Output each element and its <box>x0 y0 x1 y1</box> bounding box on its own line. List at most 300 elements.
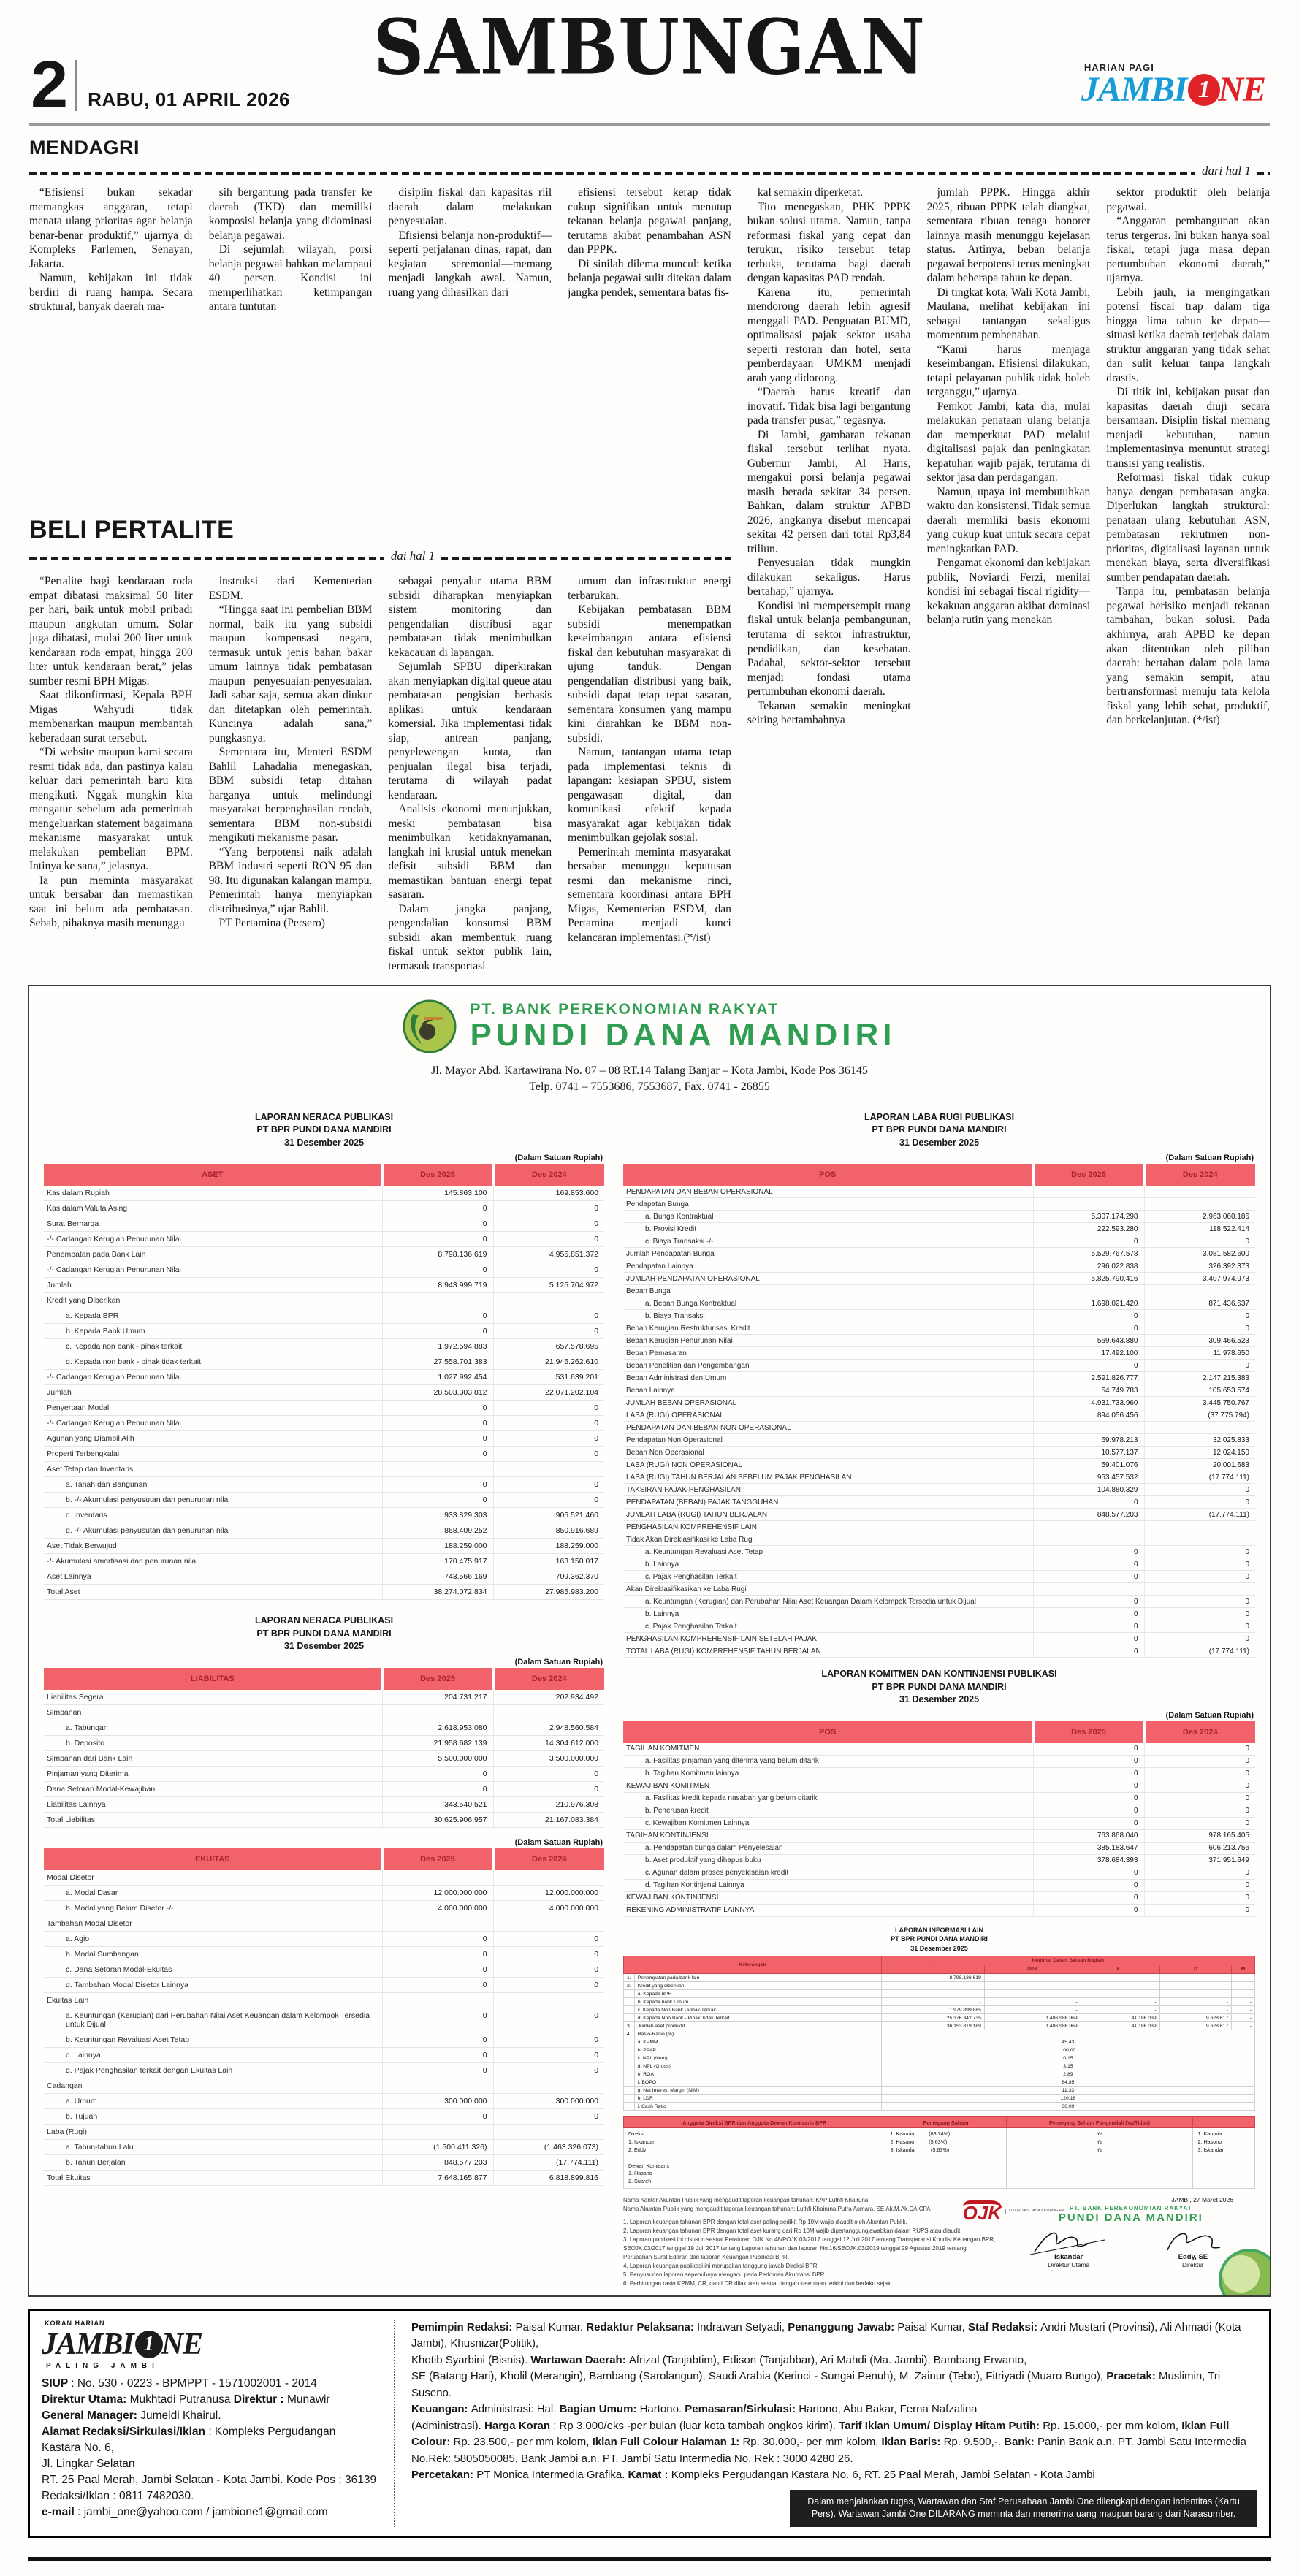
table-row: a. Tabungan 2.618.953.080 2.948.560.584 <box>44 1720 604 1735</box>
article-paragraph: Namun, upaya ini membutuhkan waktu dan konsistensi. Tidak semua daerah memiliki basis ekonomi yang cukup kuat untuk secara cepat meningkatkan PAD. <box>926 485 1091 555</box>
table-row: PENGHASILAN KOMPREHENSIF LAIN SETELAH PAJAK 0 0 <box>623 1633 1255 1645</box>
table-row: a. Fasilitas kredit kepada nasabah yang belum ditarik 0 0 <box>623 1792 1255 1805</box>
unit-note: (Dalam Satuan Rupiah) <box>514 1154 603 1163</box>
ojk-logo: OJK OTORITAS JASA KEUANGAN <box>962 2201 1064 2224</box>
table-row: JUMLAH LABA (RUGI) TAHUN BERJALAN 848.577.203 (17.774.111) <box>623 1509 1255 1521</box>
article-paragraph: kal semakin diperketat. <box>757 186 864 199</box>
aset-table <box>44 1164 604 1600</box>
masthead-logo <box>1081 63 1265 107</box>
text-line: e-mail : jambi_one@yahoo.com / jambione1@gmail.com <box>42 2505 328 2518</box>
article-paragraph: “Kami harus menjaga keseimbangan. Efisiensi dilakukan, tetapi pelayanan publik tidak boleh terganggu,” ujarnya. <box>926 343 1091 399</box>
table-row: JUMLAH BEBAN OPERASIONAL 4.931.733.960 3.445.750.767 <box>623 1397 1255 1409</box>
article-paragraph: “Yang berpotensi naik adalah BBM industri seperti RON 95 dan 98. Itu digunakan kalangan mampu. Pemerintah hanya menyiapkan distribusinya,” ujar Bahlil. <box>208 845 373 915</box>
table-row: c. Inventaris 933.829.303 905.521.460 <box>44 1508 604 1523</box>
table-row: b. Penerusan kredit 0 0 <box>623 1805 1255 1817</box>
text-line: (Administrasi). Harga Koran : Rp 3.000/eks -per bulan (luar kota tambah ongkos kirim). Tarif Iklan Umum/ Display Hitam Putih: Rp. 15.000,- per mm kolom, Iklan Full <box>411 2419 1230 2432</box>
article-paragraph: Sementara itu, Menteri ESDM Bahlil Lahadalia menegaskan, BBM subsidi tetap ditahan harganya untuk melindungi masyarakat berpenghasilan rendah, sementara BBM non-subsidi mengikuti mekanisme pasar. <box>208 746 373 845</box>
article-paragraph: Tekanan semakin meningkat seiring bertambahnya <box>747 699 911 727</box>
text-line: Nama Kantor Akuntan Publik yang mengaudit laporan keuangan tahunan: KAP Luthfi Khairuna <box>623 2196 869 2203</box>
table-row: Tidak Akan Direklasifikasi ke Laba Rugi <box>623 1533 1255 1546</box>
neraca-title <box>44 1111 604 1150</box>
table-row: TAGIHAN KOMITMEN 0 0 <box>623 1743 1255 1756</box>
text-line: 3. Laporan publikasi ini disusun sesuai Peraturan OJK No.48/POJK.03/2017 tanggal 12 Juli 2017 tentang Transparansi Kondisi Keuangan BPR, SEOJK.03/2017 tanggal 19 Juli 2017 tentang Laporan tahunan dan laporan No.16/SEOJK.03/2019 tanggal 29 Agustus 2019 tentang Perubahan Surat Edaran dan laporan Keuangan Publikasi BPR. <box>623 2236 996 2260</box>
article-paragraph: Efisiensi belanja non-produktif—seperti perjalanan dinas, rapat, dan kegiatan seremonial—memang menjadi langkah awal. Namun, ruang yang dihasilkan dari <box>388 229 552 299</box>
page-number: 2 <box>31 47 67 122</box>
dashed-line <box>441 557 731 560</box>
informasi-lain-block <box>623 1926 1255 2189</box>
table-row: a. Keuntungan Revaluasi Aset Tetap 0 0 <box>623 1546 1255 1558</box>
ratio-row: a. KPMM 45,43 <box>624 2038 1255 2046</box>
text-line: 31 Desember 2025 <box>283 1641 365 1652</box>
table-row: Beban Bunga <box>623 1285 1255 1297</box>
text-line: 31 Desember 2025 <box>910 1944 968 1952</box>
bank-letterhead <box>44 997 1255 1100</box>
neraca-title-2 <box>44 1615 604 1653</box>
footer-logo <box>42 2320 378 2370</box>
text-line: PT BPR PUNDI DANA MANDIRI <box>256 1628 392 1639</box>
info-lain-table: Keterangan Nominal Dalam Satuan Rupiah L DPK KL D M 1. Penempatan pada bank lain 8.798.136.619 - - - - 2. Kredit yang diberikan a. Kepada BPR - - - - - b. Kepada bank Umum - - - - - c. Kepada Non Bank - Pihak Terkait 1.979.899.885 - - - - d. Kepada Non Bank - Pihak Tidak Terkait 25.376.342.735 1.406.986.969 41.186.039 9.628.617 - 3. Jumlah aset produktif 36.153.819.189 1.406.986.969 41.186.039 9.628.617 - 4. Rasio-Rasio (%) a. KPMM 45,43 b. PPAP 100,00 c. NPL (Neto) 0,15 d. NPL (Gross) 3,15 e. ROA 2,89 f. BOPO 84,85 g. Net Interest Margin (NIM) 11,33 h. LDR 120,16 i. Cash Ratio 36,09 <box>623 1956 1255 2111</box>
column-header: Des 2024 <box>493 1164 604 1186</box>
table-row: Modal Disetor <box>44 1870 604 1886</box>
article-paragraph: “Pertalite bagi kendaraan roda empat dibatasi maksimal 50 liter per hari, baik untuk mobil pribadi maupun angkutan umum. Solar juga dibatasi, mulai 200 liter untuk kendaraan roda empat, hingga 200 liter untuk kendaraan berat,” jelas sumber resmi BPH Migas. <box>29 575 193 687</box>
footer-logo-top: KORAN HARIAN <box>45 2319 105 2327</box>
table-row: a. Tahun-tahun Lalu (1.500.411.326) (1.463.326.073) <box>44 2139 604 2154</box>
table-row: Simpanan <box>44 1704 604 1720</box>
ratio-row: b. PPAP 100,00 <box>624 2046 1255 2054</box>
table-row: Total Liabilitas 30.625.906.957 21.167.083.384 <box>44 1812 604 1827</box>
footer-masthead-box <box>28 2309 1271 2538</box>
mendagri-heading: MENDAGRI <box>29 137 140 159</box>
table-row: Kredit yang Diberikan <box>44 1293 604 1308</box>
article-paragraph: “Efisiensi bukan sekadar memangkas anggaran, tetapi menata ulang prioritas agar belanja benar-benar produktif,” ujarnya di Kompleks Parlemen, Senayan, Jakarta. <box>29 186 193 270</box>
table-row: c. Pajak Penghasilan Terkait 0 0 <box>623 1620 1255 1633</box>
text-line: 31 Desember 2025 <box>283 1137 365 1148</box>
table-row: -/- Cadangan Kerugian Penurunan Nilai 1.027.992.454 531.639.201 <box>44 1370 604 1385</box>
footer-publisher-info <box>42 2376 378 2520</box>
table-row: d. Kepada non bank - pihak tidak terkait 27.558.701.383 21.945.262.610 <box>44 1354 604 1370</box>
article-paragraph: Saat dikonfirmasi, Kepala BPH Migas Wahyudi tidak membenarkan maupun membantah keberadaan surat tersebut. <box>29 689 193 744</box>
ratio-row: i. Cash Ratio 36,09 <box>624 2103 1255 2111</box>
unit-note: (Dalam Satuan Rupiah) <box>1165 1710 1254 1720</box>
mendagri-col-3 <box>388 186 552 498</box>
footer-divider <box>394 2320 395 2527</box>
column-header: EKUITAS <box>44 1848 382 1870</box>
footer-logo-jambi: JAMBI <box>42 2327 134 2361</box>
table-row: PENDAPATAN (BEBAN) PAJAK TANGGUHAN 0 0 <box>623 1496 1255 1509</box>
text-line: Khotib Syarbini (Bisnis). Wartawan Daerah: Afrizal (Tanjabtim), Edison (Tanjabbar), Ari Mahdi (Ma. Jambi), Bambang Erwanto, <box>411 2353 1027 2366</box>
mendagri-col-7 <box>1106 186 1270 973</box>
table-row: d. Kepada Non Bank - Pihak Tidak Terkait 25.376.342.735 1.406.986.969 41.186.039 9.628.617 - <box>624 2014 1255 2022</box>
footer-logo-ne: NE <box>161 2327 203 2361</box>
table-row: b. Tujuan 0 0 <box>44 2108 604 2124</box>
article-paragraph: sih bergantung pada transfer ke daerah (TKD) dan memiliki komposisi belanja yang didominasi belanja pegawai. <box>208 186 373 242</box>
table-row: a. Kepada BPR - - - - - <box>624 1990 1255 1998</box>
signature-date: JAMBI, 27 Maret 2026 <box>1171 2195 1233 2203</box>
pertalite-col-2 <box>209 574 373 973</box>
table-row: b. Tahun Berjalan 848.577.203 (17.774.111) <box>44 2154 604 2170</box>
table-row: a. Keuntungan (Kerugian) dari Perubahan Nilai Aset Keuangan dalam Kelompok Tersedia untuk Dijual 0 0 <box>44 2008 604 2032</box>
article-paragraph: Lebih jauh, ia mengingatkan potensi fiscal trap dalam tiga hingga lima tahun ke depan—situasi ketika daerah terjebak dalam struktur anggaran yang tidak sehat dan sulit keluar tanpa langkah drastis. <box>1106 286 1270 384</box>
table-row: b. Kepada bank Umum - - - - - <box>624 1998 1255 2006</box>
table-row: b. Lainnya 0 0 <box>623 1608 1255 1620</box>
one-circle-icon: 1 <box>1188 74 1220 106</box>
table-row: c. Lainnya 0 0 <box>44 2047 604 2062</box>
table-row: b. Deposito 21.958.682.139 14.304.612.000 <box>44 1735 604 1750</box>
column-header: POS <box>623 1721 1033 1743</box>
text-line: Jl. Lingkar Selatan <box>42 2457 135 2470</box>
table-row: Ekuitas Lain <box>44 1992 604 2008</box>
text-line: 2. Laporan keuangan tahunan BPR dengan total aset kurang dari Rp 10M wajib dipertanggungjawabkan dalam RUPS atau diaudit. <box>623 2227 962 2234</box>
table-row: b. Tagihan Komitmen lainnya 0 0 <box>623 1767 1255 1780</box>
table-row: Penyertaan Modal 0 0 <box>44 1401 604 1416</box>
text-line: LAPORAN INFORMASI LAIN <box>895 1926 984 1934</box>
masthead-jambi: JAMBI <box>1081 70 1187 109</box>
table-row: Beban Kerugian Penurunan Nilai 569.643.880 309.466.523 <box>623 1335 1255 1347</box>
column-header: LIABILITAS <box>44 1668 382 1690</box>
table-row: b. Aset produktif yang dihapus buku 378.684.393 371.951.649 <box>623 1854 1255 1867</box>
article-paragraph: Di sinilah dilema muncul: ketika belanja pegawai sulit ditekan dalam jangka pendek, sementara batas fis- <box>568 257 731 299</box>
article-paragraph: Penyesuaian tidak mungkin dilakukan sekaligus. Harus bertahap,” ujarnya. <box>747 557 911 598</box>
mendagri-rule <box>29 164 1270 178</box>
pertalite-col-4 <box>568 574 731 973</box>
table-row: c. Agunan dalam proses penyelesaian kredit 0 0 <box>623 1867 1255 1879</box>
table-row: Total Aset 38.274.072.834 27.985.983.200 <box>44 1585 604 1600</box>
table-row: -/- Cadangan Kerugian Penurunan Nilai 0 0 <box>44 1416 604 1431</box>
table-row: a. Kepada BPR 0 0 <box>44 1308 604 1324</box>
ratio-row: d. NPL (Gross) 3,15 <box>624 2062 1255 2070</box>
bank-address: Jl. Mayor Abd. Kartawirana No. 07 – 08 RT.14 Talang Banjar – Kota Jambi, Kode Pos 36145 <box>431 1064 868 1078</box>
continued-from-label: dari hal 1 <box>1201 164 1251 178</box>
ekuitas-table <box>44 1848 604 2186</box>
table-row: 3. Jumlah aset produktif 36.153.819.189 1.406.986.969 41.186.039 9.628.617 - <box>624 2022 1255 2030</box>
report-notes <box>623 2196 997 2288</box>
column-header: Des 2024 <box>1144 1721 1255 1743</box>
bank-phone: Telp. 0741 – 7553686, 7553687, Fax. 0741 - 26855 <box>529 1081 770 1094</box>
table-row: Beban Pemasaran 17.492.100 11.978.650 <box>623 1347 1255 1360</box>
footer-left-column <box>42 2320 378 2527</box>
text-line: 1. Laporan keuangan tahunan BPR dengan total aset paling sedikit Rp 10M wajib diaudit oleh Akuntan Publik. <box>623 2218 907 2225</box>
financial-table <box>44 1668 604 1828</box>
column-header: Des 2025 <box>1033 1164 1144 1186</box>
laba-rugi-column <box>623 1111 1255 2288</box>
column-header: Des 2025 <box>1033 1721 1144 1743</box>
financial-table <box>44 1848 604 2186</box>
ratio-row: e. ROA 2,89 <box>624 2070 1255 2078</box>
text-line: PT BPR PUNDI DANA MANDIRI <box>891 1935 988 1943</box>
table-row: Liabilitas Segera 204.731.217 202.934.492 <box>44 1690 604 1705</box>
column-header: Des 2024 <box>493 1668 604 1690</box>
table-row: REKENING ADMINISTRATIF LAINNYA 0 0 <box>623 1904 1255 1916</box>
table-row: LABA (RUGI) NON OPERASIONAL 59.401.076 20.001.683 <box>623 1459 1255 1471</box>
table-row: TAGIHAN KONTINJENSI 763.868.040 978.165.405 <box>623 1829 1255 1842</box>
table-row: Dana Setoran Modal-Kewajiban 0 0 <box>44 1781 604 1796</box>
table-row: KEWAJIBAN KOMITMEN 0 0 <box>623 1780 1255 1792</box>
article-paragraph: Di Jambi, gambaran tekanan fiskal tersebut terlihat nyata. Gubernur Jambi, Al Haris, mengakui porsi belanja pegawai masih berada sekitar 34 persen. Bahkan, dalam struktur APBD 2026, angkanya disebut mencapai sekitar 42 persen dari total Rp3,84 triliun. <box>747 428 911 555</box>
article-paragraph: Di titik ini, kebijakan pusat dan kapasitas daerah diuji secara bersamaan. Disiplin fiskal memang menjadi kebutuhan, namun implementasinya menuntut strategi transisi yang realistis. <box>1106 386 1270 470</box>
table-row: c. Dana Setoran Modal-Ekuitas 0 0 <box>44 1962 604 1977</box>
signature-bank-name: PUNDI DANA MANDIRI <box>1058 2211 1203 2224</box>
text-line: Nama Akuntan Publik yang mengaudit laporan keuangan tahunan: Luthfi Khairuna Putra Asmara, SE,Ak,M.Ak,CA,CPA <box>623 2205 931 2212</box>
table-row: Beban Penelitian dan Pengembangan 0 0 <box>623 1360 1255 1372</box>
bank-report-ad <box>28 985 1271 2297</box>
table-row: c. Kewajiban Komitmen Lainnya 0 0 <box>623 1817 1255 1829</box>
table-row: c. Pajak Penghasilan Terkait 0 0 <box>623 1571 1255 1583</box>
article-paragraph: jumlah PPPK. Hingga akhir 2025, ribuan PPPK telah diangkat, sementara ribuan tenaga honorer lainnya masih menunggu kejelasan status. Artinya, beban belanja pegawai berpotensi terus meningkat dalam beberapa tahun ke depan. <box>926 186 1091 285</box>
text-line: LAPORAN LABA RUGI PUBLIKASI <box>864 1111 1015 1122</box>
table-row: 1. Penempatan pada bank lain 8.798.136.619 - - - - <box>624 1974 1255 1982</box>
table-row: Jumlah Pendapatan Bunga 5.529.767.578 3.081.582.600 <box>623 1248 1255 1260</box>
article-paragraph: Reformasi fiskal tidak cukup hanya dengan pembatasan angka. Diperlukan langkah struktural: penataan ulang kebutuhan ASN, pembatasan rekrutmen non-prioritas, digitalisasi layanan untuk menekan biaya, serta diversifikasi sumber pendapatan daerah. <box>1106 471 1270 584</box>
bank-name: PUNDI DANA MANDIRI <box>470 1017 896 1053</box>
text-line: 4. Laporan keuangan publikasi ini merupakan tanggung jawab Direksi BPR. <box>623 2262 819 2269</box>
text-line: Direktur Utama: Mukhtadi Putranusa Direktur : Munawir <box>42 2393 330 2406</box>
article-paragraph: sebagai penyalur utama BBM subsidi diharapkan menyiapkan sistem monitoring dan pengendalian distribusi agar pembatasan tidak menimbulkan kekacauan di lapangan. <box>388 575 552 659</box>
press-card-notice: Dalam menjalankan tugas, Wartawan dan Staf Perusahaan Jambi One dilengkapi dengan indentitas (Kartu Pers). Wartawan Jambi One DILARANG meminta dan menerima uang maupun barang dari Narasumber. <box>790 2490 1257 2527</box>
article-paragraph: Dalam jangka panjang, pengendalian konsumsi BBM subsidi akan membentuk ruang fiskal untuk sektor publik lain, termasuk transportasi <box>388 902 552 972</box>
financial-table <box>623 1164 1255 1658</box>
footer-staff-info <box>411 2320 1257 2527</box>
text-line: 31 Desember 2025 <box>899 1694 980 1705</box>
signature-block <box>962 2195 1255 2288</box>
table-row: b. Provisi Kredit 222.593.280 118.522.414 <box>623 1223 1255 1235</box>
table-row: Aset Tidak Berwujud 188.259.000 188.259.000 <box>44 1539 604 1554</box>
table-row: LABA (RUGI) TAHUN BERJALAN SEBELUM PAJAK PENGHASILAN 953.457.532 (17.774.111) <box>623 1471 1255 1484</box>
table-row: b. Lainnya 0 0 <box>623 1558 1255 1571</box>
article-paragraph: Ia pun meminta masyarakat untuk bersabar dan memastikan saat ini belum ada pembatasan. Sebab, pihaknya masih menunggu <box>29 874 193 930</box>
dashed-line <box>29 557 384 560</box>
table-row: Pendapatan Non Operasional 69.978.213 32.025.833 <box>623 1434 1255 1447</box>
page-date: RABU, 01 APRIL 2026 <box>88 88 290 110</box>
text-line: No.Rek: 5805050085, Bank Jambi a.n. PT. Jambi Satu Intermedia No. Rek : 3000 4280 26. <box>411 2452 853 2465</box>
table-row: Beban Non Operasional 10.577.137 12.024.150 <box>623 1447 1255 1459</box>
mendagri-col-4 <box>568 186 731 498</box>
pertalite-col-3 <box>388 574 552 973</box>
financial-table <box>623 1721 1255 1917</box>
text-line: Pemimpin Redaksi: Paisal Kumar. Redaktur Pelaksana: Indrawan Setyadi, Penanggung Jawab: Paisal Kumar, Staf Redaksi: Andri Mustari (Provinsi), Ali Ahmadi (Kota Jambi), Khusnizar(Politik), <box>411 2320 1241 2350</box>
table-row: b. Modal Sumbangan 0 0 <box>44 1946 604 1962</box>
column-header: Des 2024 <box>1144 1164 1255 1186</box>
column-header: Des 2025 <box>382 1164 493 1186</box>
text-line: General Manager: Jumeidi Khairul. <box>42 2409 221 2422</box>
footer-one-circle-icon: 1 <box>135 2331 163 2358</box>
text-line: Colour: Rp. 23.500,- per mm kolom, Iklan Full Colour Halaman 1: Rp. 30.000,- per mm kolom, Iklan Baris: Rp. 9.500,-. Bank: Panin Bank a.n. PT. Jambi Satu Intermedia <box>411 2436 1246 2449</box>
liabilitas-table <box>44 1668 604 1828</box>
table-row: KEWAJIBAN KONTINJENSI 0 0 <box>623 1891 1255 1904</box>
article-paragraph: Pemkot Jambi, kata dia, mulai melakukan penataan ulang belanja dan memperkuat PAD melalui digitalisasi pajak dan peningkatan kepatuhan wajib pajak, terutama di sektor jasa dan perdagangan. <box>926 400 1091 484</box>
table-row: Aset Lainnya 743.566.169 709.362.370 <box>44 1569 604 1585</box>
table-row: b. Biaya Transaksi 0 0 <box>623 1310 1255 1322</box>
table-row: Jumlah 28.503.303.812 22.071.202.104 <box>44 1385 604 1401</box>
article-columns <box>29 186 1270 973</box>
table-row: Laba (Rugi) <box>44 2124 604 2139</box>
column-header: Des 2025 <box>382 1848 493 1870</box>
ratio-row: c. NPL (Neto) 0,15 <box>624 2054 1255 2062</box>
text-line: LAPORAN NERACA PUBLIKASI <box>254 1111 394 1122</box>
pertalite-heading-block <box>29 498 731 574</box>
text-line: Percetakan: PT Monica Intermedia Grafika. Kamat : Kompleks Pergudangan Kastara No. 6, RT. 25 Paal Merah, Jambi Selatan - Kota Jambi <box>411 2469 1095 2482</box>
article-paragraph: Tanpa itu, pembatasan belanja pegawai berisiko menjadi tekanan tambahan, bukan solusi. Pada akhirnya, arah APBD ke depan akan ditentukan oleh pilihan daerah: bertahan dalam pola lama yang semakin sempit, atau bertransformasi menuju tata kelola fiskal yang lebih sehat, produktif, dan berkelanjutan. (*/ist) <box>1106 585 1270 727</box>
column-header: Des 2025 <box>382 1668 493 1690</box>
text-line: Keuangan: Administrasi: Hal. Bagian Umum: Hartono. Pemasaran/Sirkulasi: Hartono, Abu Bakar, Ferna Nafzalina <box>411 2403 978 2416</box>
masthead-tagline: HARIAN PAGI <box>1083 62 1154 73</box>
info-title <box>623 1926 1255 1954</box>
article-paragraph: sektor produktif oleh belanja pegawai. <box>1106 186 1270 213</box>
unit-note: (Dalam Satuan Rupiah) <box>514 1837 603 1847</box>
table-row: Beban Kerugian Restrukturisasi Kredit 0 0 <box>623 1322 1255 1335</box>
text-line: Redaksi/Iklan : 0811 7482030. <box>42 2489 194 2502</box>
table-row: Simpanan dari Bank Lain 5.500.000.000 3.500.000.000 <box>44 1750 604 1766</box>
table-row: Tambahan Modal Disetor <box>44 1916 604 1931</box>
table-row: Pinjaman yang Diterima 0 0 <box>44 1766 604 1781</box>
table-row: b. -/- Akumulasi penyusutan dan penurunan nilai 0 0 <box>44 1493 604 1508</box>
article-paragraph: Namun, kebijakan ini tidak berdiri di ruang hampa. Secara struktural, banyak daerah ma- <box>29 272 193 313</box>
header-rule <box>29 123 1270 126</box>
table-row: Pendapatan Lainnya 296.022.838 326.392.373 <box>623 1260 1255 1273</box>
table-row: LABA (RUGI) OPERASIONAL 894.056.456 (37.775.794) <box>623 1409 1255 1422</box>
table-row: a. Tanah dan Bangunan 0 0 <box>44 1477 604 1493</box>
financial-table <box>44 1164 604 1600</box>
table-row: Beban Administrasi dan Umum 2.591.826.777 2.147.215.383 <box>623 1372 1255 1384</box>
komitmen-table <box>623 1721 1255 1917</box>
text-line: PT BPR PUNDI DANA MANDIRI <box>256 1124 392 1135</box>
pertalite-heading: BELI PERTALITE <box>29 516 235 544</box>
article-paragraph: “Anggaran pembangunan akan terus tergerus. Ini bukan hanya soal fiskal, tetapi juga masa depan pertumbuhan ekonomi daerah,” ujarnya. <box>1106 215 1270 285</box>
director-utama-name: Iskandar <box>1054 2252 1083 2261</box>
table-row: Surat Berharga 0 0 <box>44 1216 604 1232</box>
table-row: PENDAPATAN DAN BEBAN NON OPERASIONAL <box>623 1422 1255 1434</box>
table-row: PENDAPATAN DAN BEBAN OPERASIONAL <box>623 1186 1255 1198</box>
table-row: Jumlah 8.943.999.719 5.125.704.972 <box>44 1278 604 1293</box>
table-row: c. Biaya Transaksi -/- 0 0 <box>623 1235 1255 1248</box>
table-row: Aset Tetap dan Inventaris <box>44 1462 604 1477</box>
text-line: PT BPR PUNDI DANA MANDIRI <box>872 1124 1007 1135</box>
text-line: 5. Penyusunan laporan sepenuhnya mengacu pada Pedoman Akuntansi BPR. <box>623 2271 826 2278</box>
pertalite-col-1 <box>29 574 193 973</box>
ojk-label: OTORITAS JASA KEUANGAN <box>1005 2209 1064 2214</box>
bank-type-line: PT. BANK PEREKONOMIAN RAKYAT <box>470 1001 779 1018</box>
column-header: POS <box>623 1164 1033 1186</box>
table-row: JUMLAH PENDAPATAN OPERASIONAL 5.825.790.416 3.407.974.973 <box>623 1273 1255 1285</box>
table-row: TOTAL LABA (RUGI) KOMPREHENSIF TAHUN BERJALAN 0 (17.774.111) <box>623 1645 1255 1658</box>
table-row: c. Kepada non bank - pihak terkait 1.972.594.883 657.578.695 <box>44 1339 604 1354</box>
signature-bank-line: PT. BANK PEREKONOMIAN RAKYAT <box>1070 2204 1192 2211</box>
articles-section <box>29 137 1270 973</box>
table-row: Liabilitas Lainnya 343.540.521 210.976.308 <box>44 1796 604 1812</box>
article-paragraph: “Di website maupun kami secara resmi tidak ada, dan pastinya kalau keluar dari pemerintah baru kita mengikuti. Nggak mungkin kita mengatur sebelum ada pemerintah mengeluarkan statement bagaimana mekanisme masyarakat untuk melakukan pembelian BPM. Intinya ke sana,” jelasnya. <box>29 746 193 873</box>
footer-logo-bottom: PALING JAMBI <box>46 2361 159 2370</box>
table-row: Cadangan <box>44 2078 604 2093</box>
table-row: a. Keuntungan (Kerugian) dan Perubahan Nilai Aset Keuangan Dalam Kelompok Tersedia untuk Dijual 0 0 <box>623 1596 1255 1608</box>
table-row: d. Tambahan Modal Disetor Lainnya 0 0 <box>44 1977 604 1992</box>
article-paragraph: disiplin fiskal dan kapasitas riil daerah dalam melakukan penyesuaian. <box>388 186 552 228</box>
komitmen-title <box>623 1668 1255 1707</box>
table-row: a. Modal Dasar 12.000.000.000 12.000.000.000 <box>44 1885 604 1900</box>
text-line: LAPORAN NERACA PUBLIKASI <box>254 1615 394 1626</box>
text-line: 31 Desember 2025 <box>899 1137 980 1148</box>
table-row: a. Pendapatan bunga dalam Penyelesaian 385.183.647 606.213.756 <box>623 1842 1255 1854</box>
text-line: SIUP : No. 530 - 0223 - BPMPPT - 1571002001 - 2014 <box>42 2377 317 2390</box>
article-paragraph: Karena itu, pemerintah mendorong daerah lebih agresif menggali PAD. Penguatan BUMD, optimalisasi pajak sektor usaha seperti restoran dan hotel, serta pemberdayaan UMKM menjadi arah yang didorong. <box>747 286 911 384</box>
table-row: Beban Lainnya 54.749.783 105.653.574 <box>623 1384 1255 1397</box>
mendagri-col-2 <box>209 186 373 498</box>
table-row: Akan Direklasifikasikan ke Laba Rugi <box>623 1583 1255 1596</box>
mendagri-col-1 <box>29 186 193 498</box>
text-line: LAPORAN KOMITMEN DAN KONTINJENSI PUBLIKASI <box>821 1669 1057 1680</box>
article-paragraph: Kebijakan pembatasan BBM subsidi menempatkan keseimbangan antara efisiensi fiskal dan kebutuhan masyarakat di ujung tanduk. Dengan pengendalian distribusi yang baik, subsidi dapat tetap tepat sasaran, sementara konsumen yang mampu kini diarahkan ke BBM non-subsidi. <box>568 603 731 744</box>
table-row: Pendapatan Bunga <box>623 1198 1255 1211</box>
dashed-line <box>29 172 1195 175</box>
table-row: a. Umum 300.000.000 300.000.000 <box>44 2093 604 2108</box>
page-title: SAMBUNGAN <box>373 2 926 92</box>
article-paragraph: Pemerintah meminta masyarakat bersabar menunggu keputusan resmi dan mekanisme rinci, sementara koordinasi antara BPH Migas, Kementerian ESDM, dan Pertamina menjadi kunci kelancaran implementasi.(*/ist) <box>568 845 731 944</box>
table-row: a. Fasilitas pinjaman yang diterima yang belum ditarik 0 0 <box>623 1755 1255 1767</box>
ratio-row: h. LDR 120,16 <box>624 2095 1255 2103</box>
table-row: 2. Kredit yang diberikan <box>624 1982 1255 1990</box>
continued-from-label: dai hal 1 <box>390 549 435 563</box>
unit-note: (Dalam Satuan Rupiah) <box>514 1657 603 1666</box>
table-row: d. Pajak Penghasilan terkait dengan Ekuitas Lain 0 0 <box>44 2062 604 2078</box>
text-line: Alamat Redaksi/Sirkulasi/Iklan : Kompleks Pergudangan Kastara No. 6, <box>42 2425 336 2454</box>
article-paragraph: PT Pertamina (Persero) <box>218 917 325 930</box>
unit-note: (Dalam Satuan Rupiah) <box>1165 1154 1254 1163</box>
ratio-row: f. BOPO 84,85 <box>624 2078 1255 2087</box>
mendagri-col-6 <box>927 186 1091 973</box>
table-row: b. Kepada Bank Umum 0 0 <box>44 1324 604 1339</box>
ratio-row: g. Net Interest Margin (NIM) 11,33 <box>624 2087 1255 2095</box>
table-row: Penempatan pada Bank Lain 8.798.136.619 4.955.851.372 <box>44 1247 604 1262</box>
governance-table <box>623 2116 1255 2189</box>
article-paragraph: umum dan infrastruktur energi terbarukan. <box>568 575 731 602</box>
laba-title <box>623 1111 1255 1150</box>
director-name: Eddy, SE <box>1178 2252 1208 2261</box>
table-row: d. Tagihan Kontinjensi Lainnya 0 0 <box>623 1879 1255 1891</box>
text-line: RT. 25 Paal Merah, Jambi Selatan - Kota Jambi. Kode Pos : 36139 <box>42 2473 377 2486</box>
article-paragraph: efisiensi tersebut kerap tidak cukup signifikan untuk menutup tekanan belanja pegawai panjang, terutama akibat penambahan ASN dan PPPK. <box>568 186 731 256</box>
laba-rugi-table <box>623 1164 1255 1658</box>
pertalite-rule <box>29 549 731 563</box>
text-line: PT BPR PUNDI DANA MANDIRI <box>872 1681 1007 1692</box>
neraca-column <box>44 1111 604 2186</box>
note-lines <box>623 2218 997 2288</box>
article-paragraph: Tito menegaskan, PHK PPPK bukan solusi utama. Namun, tanpa reformasi fiskal yang cepat dan terukur, risiko tersebut tetap terbuka, terutama bagi daerah dengan kapasitas PAD rendah. <box>747 200 911 285</box>
director-utama-title: Direktur Utama <box>1048 2260 1090 2268</box>
table-row: Properti Terbengkalai 0 0 <box>44 1447 604 1462</box>
article-paragraph: Di sejumlah wilayah, porsi belanja pegawai bahkan melampaui 40 persen. Kondisi ini memperlihatkan ketimpangan antara tuntutan <box>208 243 373 313</box>
bank-logo-icon <box>403 999 457 1053</box>
governance-inner-table: Anggota Direksi BPR dan Anggota Dewan Komisaris BPR Pemegang Saham Pemegang Saham Pengendali (Ya/Tidak) Direksi 1. Iskandar 2. Eddy Dewan Komisaris 1. Hasano 2. Suareh 1. Karunia (88,74%) 2. Hasano (5,63%) 3. Iskandar (5,63%) Ya Ya Ya 1. Karunia 2. Hasono 3. Iskandar <box>623 2116 1255 2189</box>
article-paragraph: Namun, tantangan utama tetap pada implementasi teknis di lapangan: kesiapan SPBU, sistem pengawasan digital, dan komunikasi efektif kepada masyarakat agar kebijakan tidak menimbulkan gejolak sosial. <box>568 746 731 845</box>
table-row: c. Kepada Non Bank - Pihak Terkait 1.979.899.885 - - - - <box>624 2006 1255 2014</box>
auditor-lines <box>623 2196 997 2214</box>
column-header: Des 2024 <box>493 1848 604 1870</box>
page-header <box>0 0 1299 123</box>
table-row: Total Ekuitas 7.648.165.877 6.818.899.816 <box>44 2170 604 2185</box>
article-paragraph: Kondisi ini mempersempit ruang fiskal untuk belanja pembangunan, terutama di sektor infrastruktur, pendidikan, dan kesehatan. Padahal, sektor-sektor tersebut menjadi fondasi utama pertumbuhan ekonomi daerah. <box>747 599 911 698</box>
table-row: -/- Akumulasi amortisasi dan penurunan nilai 170.475.917 163.150.017 <box>44 1554 604 1569</box>
table-row: Agunan yang Diambil Alih 0 0 <box>44 1431 604 1447</box>
article-paragraph: Analisis ekonomi menunjukkan, meski pembatasan bisa menimbulkan ketidaknyamanan, langkah ini krusial untuk menekan defisit subsidi BBM dan memastikan bantuan energi tepat sasaran. <box>388 803 552 902</box>
table-row: a. Beban Bunga Kontraktual 1.698.021.420 871.436.637 <box>623 1297 1255 1310</box>
table-row: PENGHASILAN KOMPREHENSIF LAIN <box>623 1521 1255 1533</box>
text-line: 6. Perhitungan rasio KPMM, CR, dan LDR dilakukan sesuai dengan ketentuan terkini dan berlaku sejak. <box>623 2279 893 2287</box>
table-row: Kas dalam Rupiah 145.863.100 169.853.600 <box>44 1186 604 1201</box>
table-row: -/- Cadangan Kerugian Penurunan Nilai 0 0 <box>44 1262 604 1278</box>
table-row: a. Bunga Kontraktual 5.307.174.298 2.963.060.186 <box>623 1211 1255 1223</box>
table-row: a. Agio 0 0 <box>44 1931 604 1946</box>
director-title: Direktur <box>1182 2260 1204 2268</box>
dashed-line <box>1257 172 1270 175</box>
article-paragraph: Di tingkat kota, Wali Kota Jambi, Maulana, melihat kebijakan ini sebagai tantangan sekaligus momentum pembenahan. <box>926 286 1091 342</box>
